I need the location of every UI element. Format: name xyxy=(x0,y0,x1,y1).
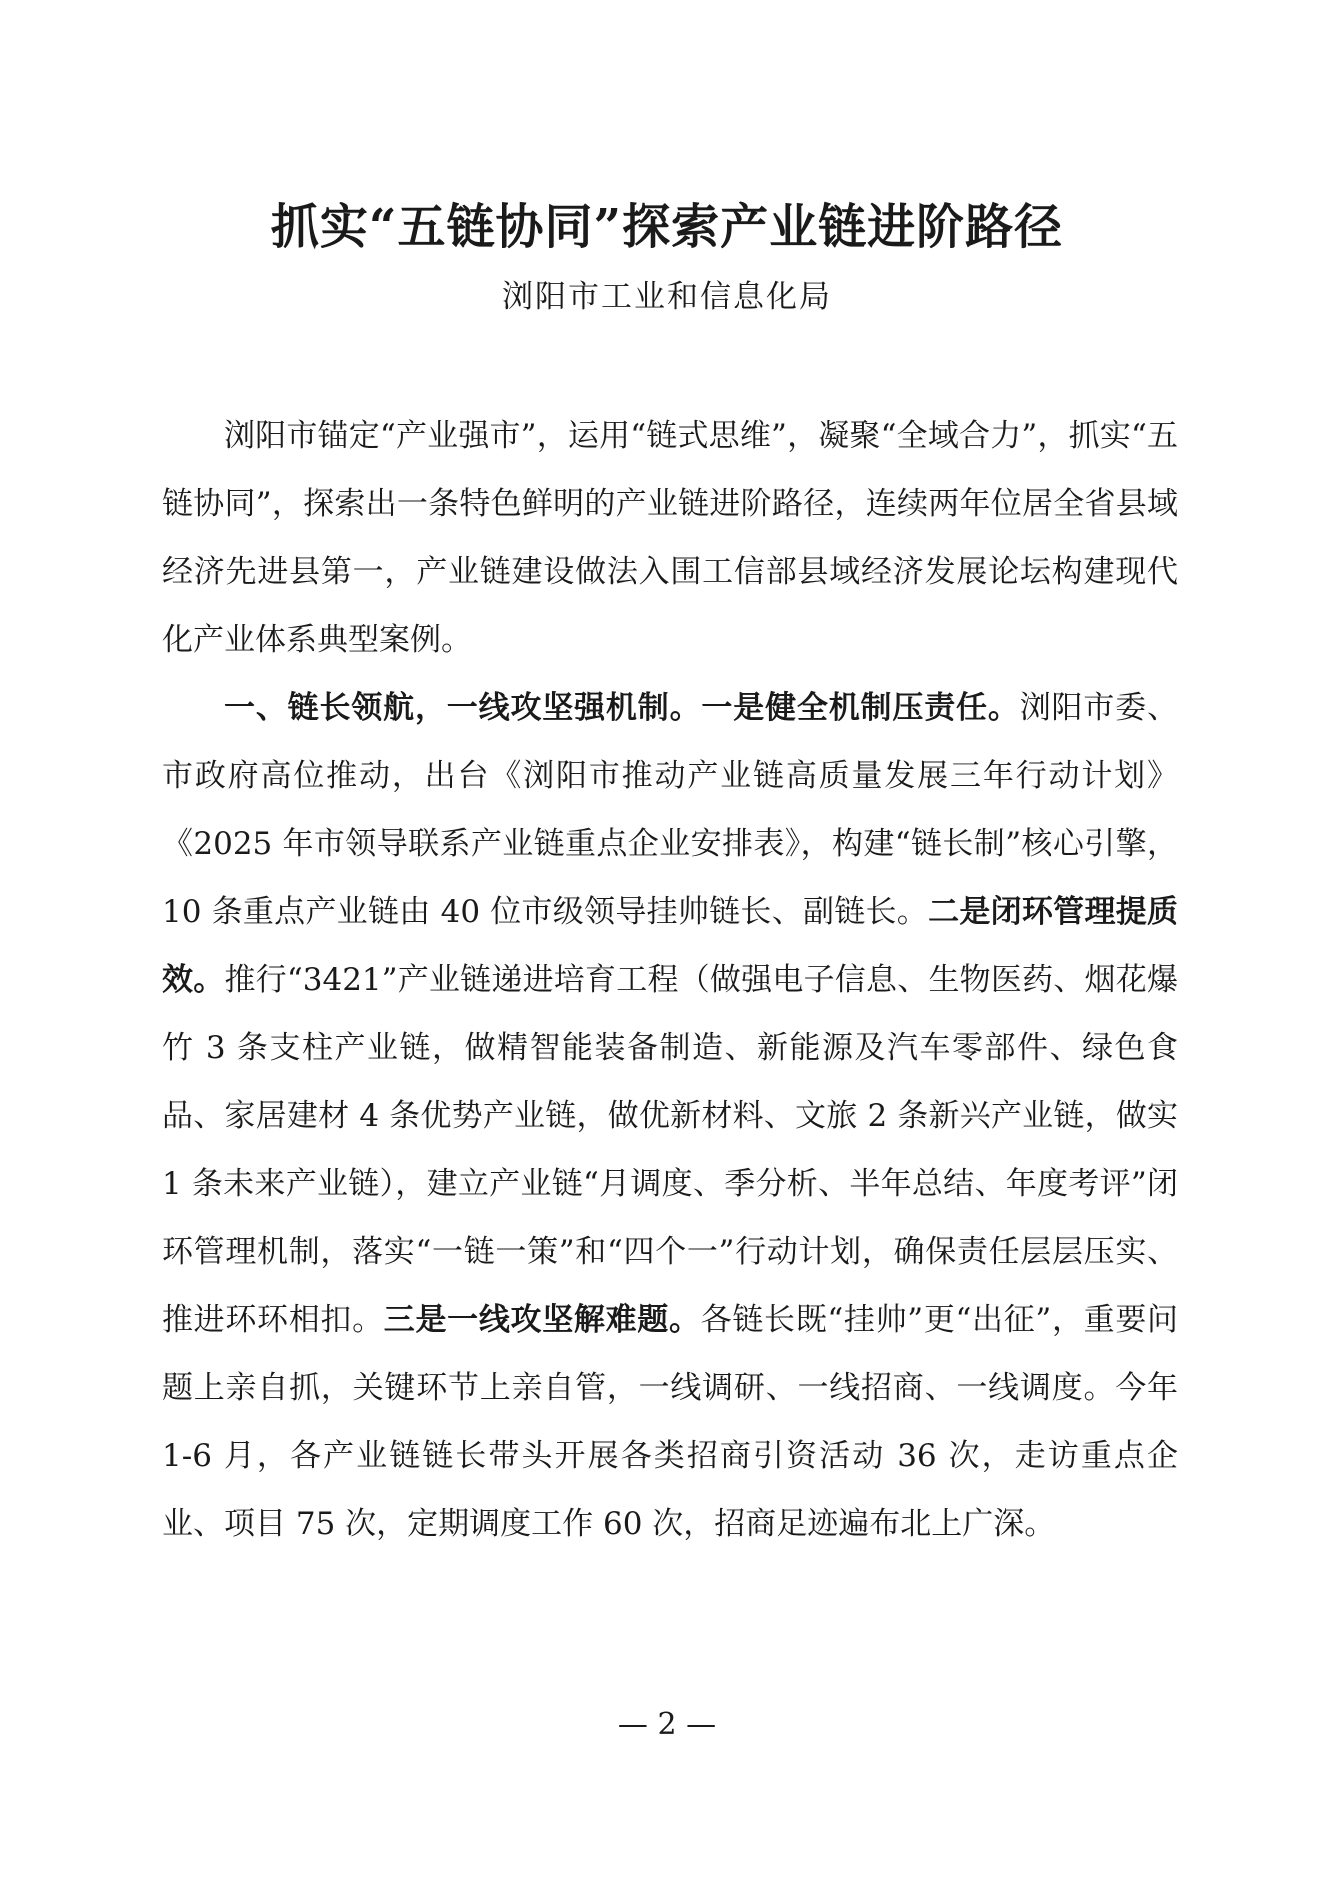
point-one-title: 一是健全机制压责任。 xyxy=(701,690,1020,726)
section-one-heading: 一、链长领航，一线攻坚强机制。 xyxy=(224,690,702,726)
document-title: 抓实“五链协同”探索产业链进阶路径 xyxy=(270,199,1064,255)
point-two-title: 二是闭环管理提质效。 xyxy=(162,894,1179,998)
document-author: 浏阳市工业和信息化局 xyxy=(502,279,832,315)
point-three-text: 各链长既“挂帅”更“出征”，重要问题上亲自抓，关键环节上亲自管，一线调研、一线招商、一线调度。今年 1-6 月，各产业链链长带头开展各类招商引资活动 36 次，走访重点企业、项目 75 次，定期调度工作 60 次，招商足迹遍布北上广深。 xyxy=(162,1302,1179,1542)
intro-paragraph: 浏阳市锚定“产业强市”，运用“链式思维”，凝聚“全域合力”，抓实“五链协同”，探索出一条特色鲜明的产业链进阶路径，连续两年位居全省县域经济先进县第一，产业链建设做法入围工信部县域经济发展论坛构建现代化产业体系典型案例。 xyxy=(162,418,1178,658)
section-one-paragraph xyxy=(162,674,1178,1558)
point-one-text: 浏阳市委、市政府高位推动，出台《浏阳市推动产业链高质量发展三年行动计划》《2025 年市领导联系产业链重点企业安排表》，构建“链长制”核心引擎，10 条重点产业链由 40 位市级领导挂帅链长、副链长。 xyxy=(162,690,1179,930)
point-two-text: 推行“3421”产业链递进培育工程（做强电子信息、生物医药、烟花爆竹 3 条支柱产业链，做精智能装备制造、新能源及汽车零部件、绿色食品、家居建材 4 条优势产业链，做优新材料、文旅 2 条新兴产业链，做实 1 条未来产业链），建立产业链“月调度、季分析、半年总结、年度考评”闭环管理机制，落实“一链一策”和“四个一”行动计划，确保责任层层压实、推进环环相扣。 xyxy=(162,962,1179,1338)
point-three-title: 三是一线攻坚解难题。 xyxy=(383,1302,701,1338)
page-number: — 2 — xyxy=(617,1707,717,1742)
document-body xyxy=(162,402,1178,1558)
